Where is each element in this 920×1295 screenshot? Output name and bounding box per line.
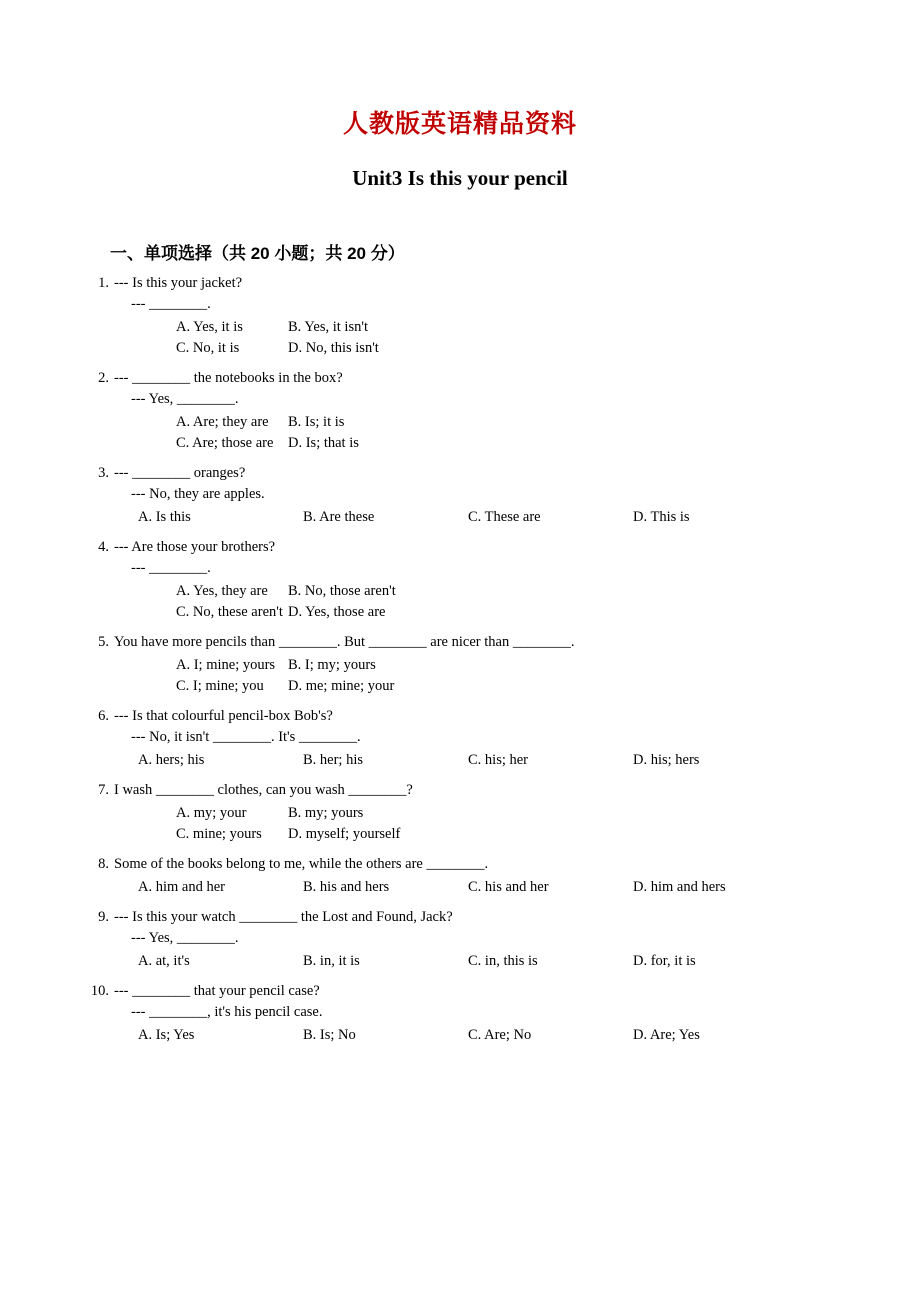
answer-option[interactable]: D. Are; Yes — [633, 1027, 700, 1044]
answer-option[interactable]: A. Is this — [138, 509, 191, 526]
answer-option[interactable]: C. These are — [468, 509, 541, 526]
option-row — [176, 803, 832, 824]
question-item — [88, 632, 832, 697]
question-item — [88, 854, 832, 898]
question-line: I wash ________ clothes, can you wash ________? — [114, 782, 413, 799]
question-line: --- Is this your jacket? — [114, 275, 243, 291]
option-row — [176, 433, 832, 454]
answer-option[interactable]: B. Is; No — [303, 1027, 356, 1044]
answer-option[interactable]: A. Yes, they are — [176, 583, 268, 600]
question-number: 2. — [98, 370, 109, 387]
answer-option[interactable]: C. his; her — [468, 752, 529, 769]
option-row — [176, 602, 832, 623]
answer-option[interactable]: D. him and hers — [633, 879, 726, 896]
answer-option[interactable]: B. Yes, it isn't — [288, 319, 368, 336]
option-group — [88, 317, 832, 359]
option-row — [88, 1025, 832, 1046]
answer-option[interactable]: D. This is — [633, 509, 690, 526]
question-number: 5. — [98, 634, 109, 651]
question-item — [88, 780, 832, 845]
question-item — [88, 907, 832, 972]
document-page — [0, 104, 920, 1295]
question-line: --- ________. — [131, 296, 211, 313]
question-stem — [88, 537, 832, 579]
question-stem — [88, 368, 832, 410]
answer-option[interactable]: C. in, this is — [468, 953, 538, 970]
answer-option[interactable]: A. him and her — [138, 879, 225, 896]
answer-option[interactable]: B. I; my; yours — [288, 657, 376, 674]
answer-option[interactable]: C. I; mine; you — [176, 678, 264, 695]
question-line: --- No, they are apples. — [131, 486, 265, 503]
option-row — [176, 338, 832, 359]
question-number: 6. — [98, 708, 109, 725]
option-row — [176, 581, 832, 602]
option-row — [176, 317, 832, 338]
page-title: 人教版英语精品资料 — [342, 110, 577, 138]
question-item — [88, 368, 832, 454]
answer-option[interactable]: B. her; his — [303, 752, 364, 769]
question-stem — [88, 706, 832, 748]
question-line: --- Yes, ________. — [131, 930, 239, 947]
answer-option[interactable]: A. hers; his — [138, 752, 205, 769]
option-row — [88, 877, 832, 898]
answer-option[interactable]: D. Is; that is — [288, 435, 359, 452]
answer-option[interactable]: D. his; hers — [633, 752, 700, 769]
option-row — [176, 412, 832, 433]
answer-option[interactable]: A. Yes, it is — [176, 319, 243, 336]
option-group — [88, 655, 832, 697]
question-stem — [88, 273, 832, 315]
answer-option[interactable]: D. me; mine; your — [288, 678, 395, 695]
answer-option[interactable]: A. at, it's — [138, 953, 190, 970]
answer-option[interactable]: A. I; mine; yours — [176, 657, 276, 674]
question-stem — [88, 780, 832, 801]
page-subtitle: Unit3 Is this your pencil — [352, 166, 568, 190]
question-text — [114, 632, 832, 653]
question-item — [88, 706, 832, 771]
question-line: --- Yes, ________. — [131, 391, 239, 408]
option-row — [88, 750, 832, 771]
option-row — [88, 951, 832, 972]
question-line: You have more pencils than ________. But ________ are nicer than ________. — [114, 634, 575, 651]
question-text — [114, 907, 832, 949]
answer-option[interactable]: B. his and hers — [303, 879, 390, 896]
section-heading: 一、单项选择（共 20 小题；共 20 分） — [110, 244, 405, 263]
question-item — [88, 463, 832, 528]
question-line: --- ________, it's his pencil case. — [131, 1004, 323, 1021]
answer-option[interactable]: C. No, it is — [176, 340, 240, 357]
question-line: --- Are those your brothers? — [114, 539, 276, 556]
answer-option[interactable]: D. myself; yourself — [288, 826, 401, 843]
question-number: 8. — [98, 856, 109, 873]
option-group — [88, 412, 832, 454]
answer-option[interactable]: B. my; yours — [288, 805, 364, 822]
question-number: 10. — [90, 983, 109, 1000]
question-line: Some of the books belong to me, while the others are ________. — [114, 856, 489, 873]
question-stem — [88, 632, 832, 653]
answer-option[interactable]: B. Are these — [303, 509, 375, 526]
question-line: --- Is this your watch ________ the Lost and Found, Jack? — [114, 909, 453, 926]
question-stem — [88, 463, 832, 505]
option-group — [88, 803, 832, 845]
question-text — [114, 368, 832, 410]
question-number: 7. — [98, 782, 109, 799]
answer-option[interactable]: B. Is; it is — [288, 414, 345, 431]
question-line: --- ________. — [131, 560, 211, 577]
answer-option[interactable]: C. his and her — [468, 879, 549, 896]
question-line: --- ________ that your pencil case? — [114, 983, 320, 1000]
question-line: --- Is that colourful pencil-box Bob's? — [114, 708, 333, 725]
option-group — [88, 581, 832, 623]
question-line: --- No, it isn't ________. It's ________. — [131, 729, 361, 746]
question-text — [114, 273, 832, 315]
option-row — [176, 824, 832, 845]
answer-option[interactable]: A. Are; they are — [176, 414, 269, 431]
question-text — [114, 537, 832, 579]
question-text — [114, 854, 832, 875]
question-stem — [88, 854, 832, 875]
question-list — [88, 273, 832, 1047]
question-line: --- ________ oranges? — [114, 465, 246, 482]
answer-option[interactable]: A. Is; Yes — [138, 1027, 195, 1044]
answer-option[interactable]: C. mine; yours — [176, 826, 262, 843]
option-row — [176, 655, 832, 676]
answer-option[interactable]: B. in, it is — [303, 953, 360, 970]
answer-option[interactable]: C. Are; No — [468, 1027, 532, 1044]
question-stem — [88, 907, 832, 949]
option-row — [88, 507, 832, 528]
question-line: --- ________ the notebooks in the box? — [114, 370, 343, 387]
option-row — [176, 676, 832, 697]
question-number: 3. — [98, 465, 109, 482]
question-text — [114, 463, 832, 505]
question-stem — [88, 981, 832, 1023]
question-text — [114, 706, 832, 748]
answer-option[interactable]: A. my; your — [176, 805, 247, 822]
answer-option[interactable]: B. No, those aren't — [288, 583, 396, 600]
answer-option[interactable]: D. Yes, those are — [288, 604, 386, 621]
question-item — [88, 981, 832, 1046]
question-item — [88, 273, 832, 359]
question-number: 1. — [98, 275, 109, 291]
answer-option[interactable]: C. No, these aren't — [176, 604, 283, 621]
question-number: 9. — [98, 909, 109, 926]
answer-option[interactable]: D. No, this isn't — [288, 340, 379, 357]
answer-option[interactable]: C. Are; those are — [176, 435, 274, 452]
question-number: 4. — [98, 539, 109, 556]
question-text — [114, 780, 832, 801]
question-item — [88, 537, 832, 623]
question-text — [114, 981, 832, 1023]
answer-option[interactable]: D. for, it is — [633, 953, 696, 970]
